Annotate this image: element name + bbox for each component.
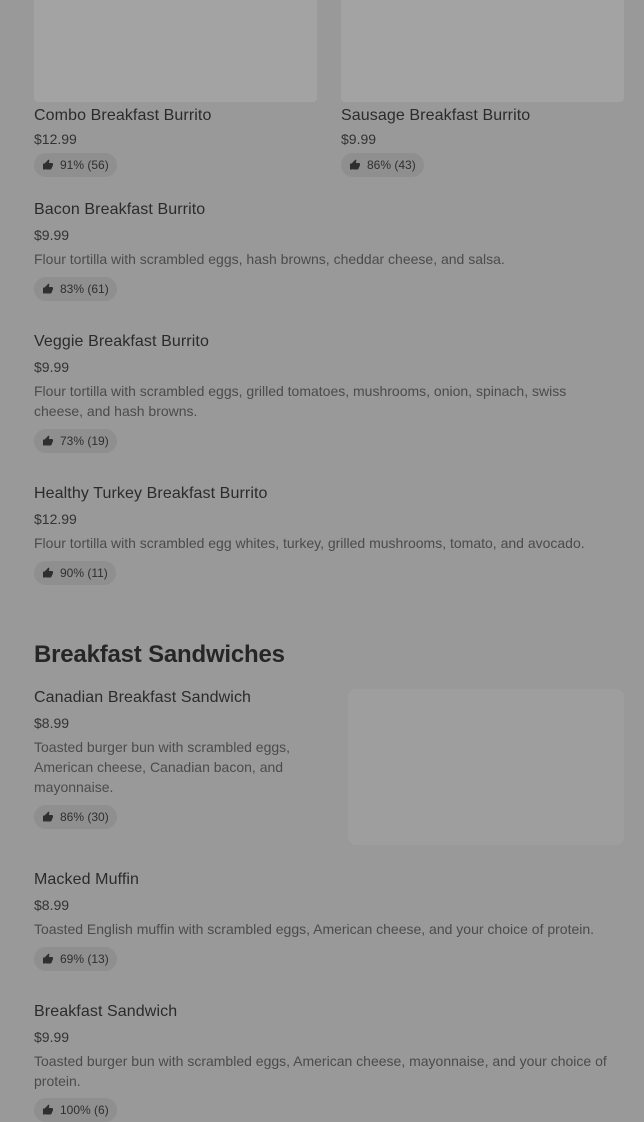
item-price: $12.99 bbox=[34, 511, 77, 527]
section-title: Breakfast Sandwiches bbox=[34, 641, 285, 668]
item-name[interactable]: Macked Muffin bbox=[34, 871, 140, 888]
thumbs-up-icon bbox=[349, 159, 361, 171]
rating-badge bbox=[34, 277, 117, 301]
rating-badge bbox=[34, 805, 117, 829]
item-description: Flour tortilla with scrambled eggs, hash browns, cheddar cheese, and salsa. bbox=[34, 251, 505, 267]
rating-badge bbox=[34, 429, 117, 453]
item-image[interactable] bbox=[341, 0, 624, 102]
rating-badge bbox=[34, 947, 117, 971]
item-description: Toasted English muffin with scrambled eggs, American cheese, and your choice of protein. bbox=[34, 921, 595, 937]
thumbs-up-icon bbox=[42, 811, 54, 823]
rating-text: 100% (6) bbox=[60, 1103, 109, 1117]
item-name[interactable]: Breakfast Sandwich bbox=[34, 1003, 178, 1020]
rating-badge bbox=[34, 561, 116, 585]
thumbs-up-icon bbox=[42, 283, 54, 295]
rating-text: 91% (56) bbox=[60, 158, 109, 172]
item-name[interactable]: Canadian Breakfast Sandwich bbox=[34, 689, 252, 706]
item-price: $8.99 bbox=[34, 897, 70, 913]
rating-badge bbox=[34, 1098, 117, 1122]
thumbs-up-icon bbox=[42, 1104, 54, 1116]
item-description: Toasted burger bun with scrambled eggs, American cheese, Canadian bacon, and mayonnaise. bbox=[34, 739, 291, 795]
rating-badge bbox=[34, 153, 117, 177]
item-name[interactable]: Sausage Breakfast Burrito bbox=[341, 107, 531, 124]
item-price: $8.99 bbox=[34, 715, 70, 731]
rating-text: 86% (30) bbox=[60, 810, 109, 824]
item-price: $9.99 bbox=[34, 227, 70, 243]
item-image[interactable] bbox=[348, 689, 624, 845]
rating-text: 83% (61) bbox=[60, 282, 109, 296]
item-price: $9.99 bbox=[341, 131, 377, 147]
item-description: Flour tortilla with scrambled egg whites, turkey, grilled mushrooms, tomato, and avocado. bbox=[34, 535, 585, 551]
thumbs-up-icon bbox=[42, 435, 54, 447]
thumbs-up-icon bbox=[42, 953, 54, 965]
thumbs-up-icon bbox=[42, 567, 54, 579]
item-name[interactable]: Veggie Breakfast Burrito bbox=[34, 333, 209, 350]
rating-badge bbox=[341, 153, 424, 177]
item-name[interactable]: Bacon Breakfast Burrito bbox=[34, 201, 206, 218]
item-name[interactable]: Combo Breakfast Burrito bbox=[34, 107, 212, 124]
item-description: Toasted burger bun with scrambled eggs, American cheese, mayonnaise, and your choice of protein. bbox=[34, 1053, 607, 1089]
rating-text: 90% (11) bbox=[60, 566, 108, 580]
item-image[interactable] bbox=[34, 0, 317, 102]
thumbs-up-icon bbox=[42, 159, 54, 171]
rating-text: 73% (19) bbox=[60, 434, 109, 448]
item-name[interactable]: Healthy Turkey Breakfast Burrito bbox=[34, 485, 268, 502]
item-price: $9.99 bbox=[34, 359, 70, 375]
item-price: $9.99 bbox=[34, 1029, 70, 1045]
rating-text: 69% (13) bbox=[60, 952, 109, 966]
item-description: Flour tortilla with scrambled eggs, grilled tomatoes, mushrooms, onion, spinach, swiss cheese, and hash browns. bbox=[34, 383, 567, 419]
item-price: $12.99 bbox=[34, 131, 77, 147]
rating-text: 86% (43) bbox=[367, 158, 416, 172]
